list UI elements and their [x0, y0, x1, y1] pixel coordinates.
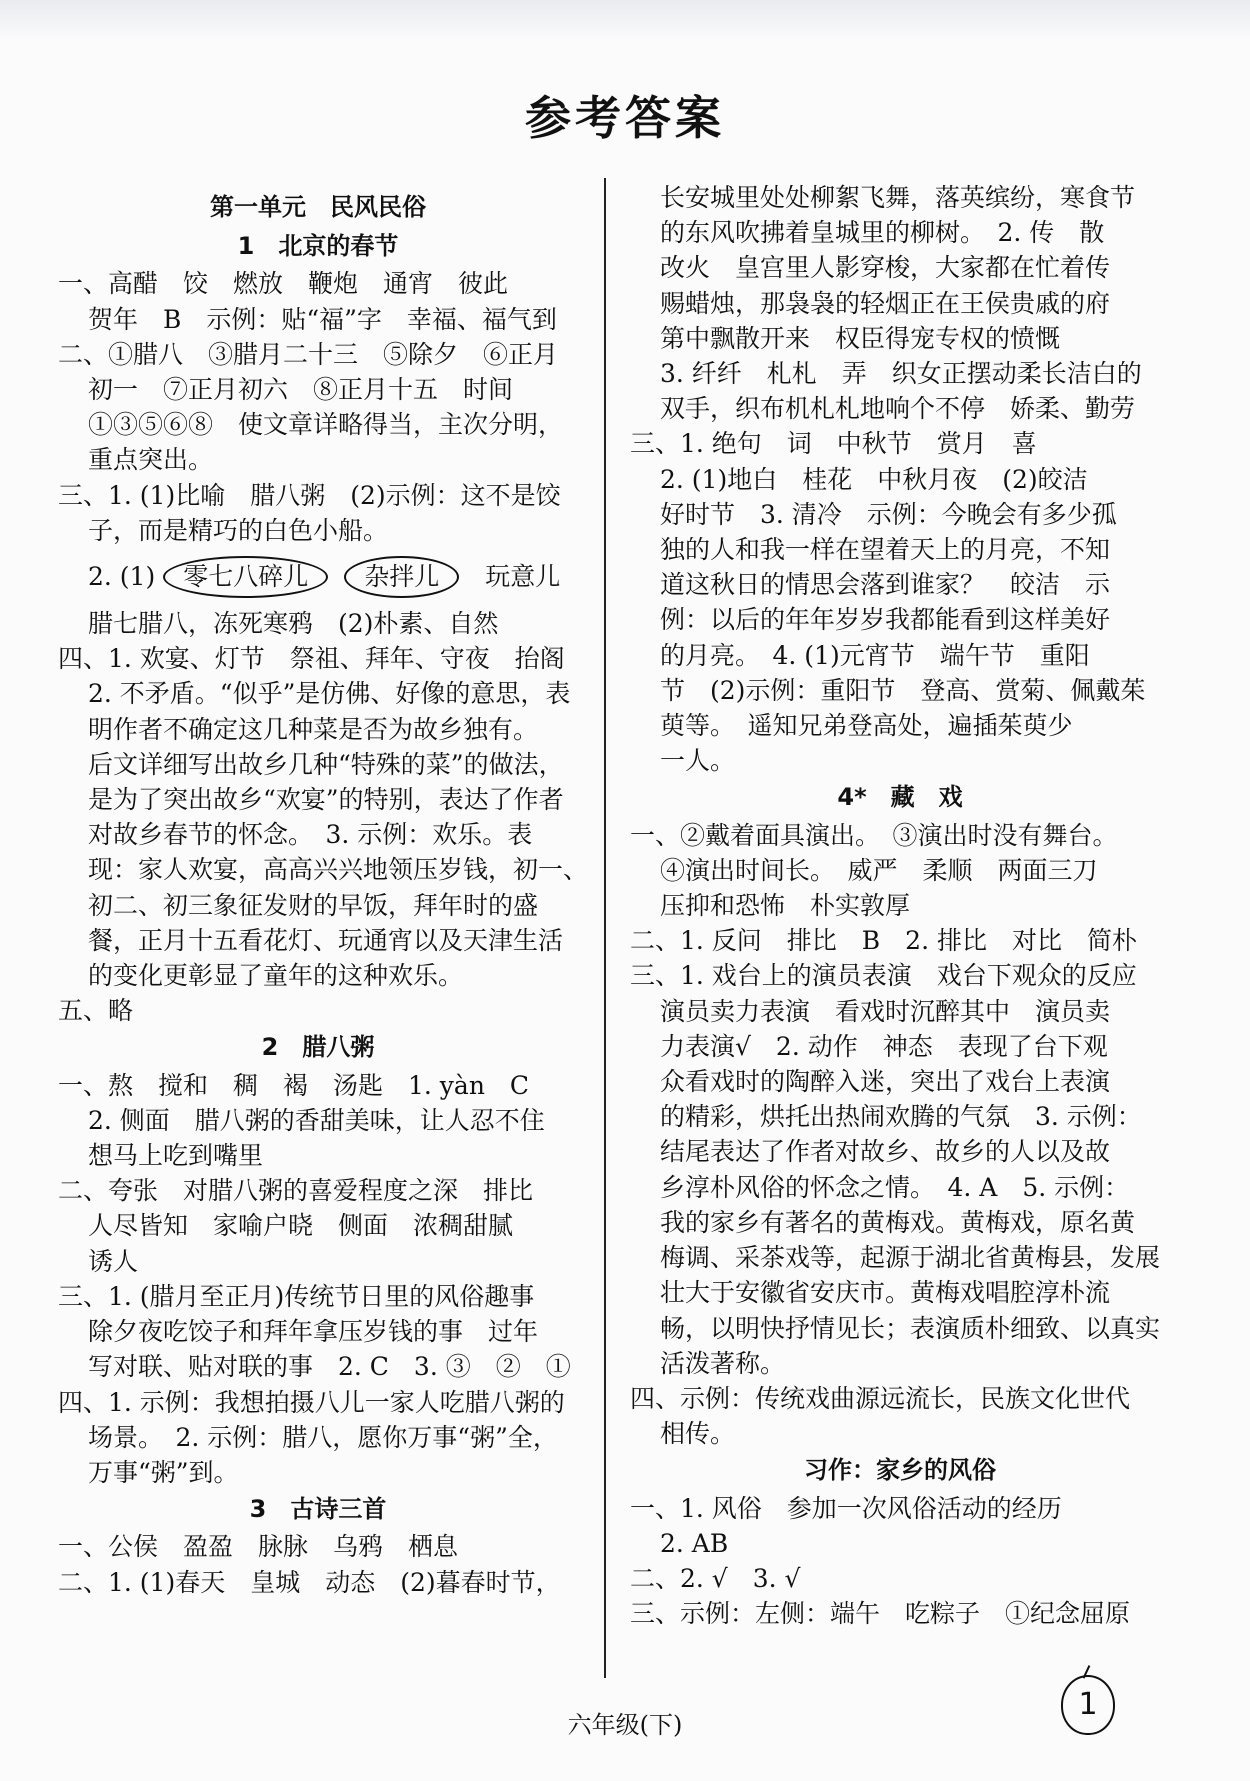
answer-line: 压抑和恐怖 朴实敦厚	[660, 891, 911, 921]
answer-line: 想马上吃到嘴里	[88, 1141, 264, 1171]
answer-line: 诱人	[88, 1246, 139, 1276]
answer-line: 对故乡春节的怀念。 3. 示例：欢乐。表	[88, 820, 533, 850]
answer-line: 独的人和我一样在望着天上的月亮，不知	[660, 535, 1111, 565]
answer-line: 二、1. (1)春天 皇城 动态 (2)暮春时节，	[58, 1567, 561, 1597]
answer-line: 场景。 2. 示例：腊八，愿你万事“粥”全，	[88, 1422, 558, 1452]
right-column	[630, 180, 1170, 1631]
answer-line: 好时节 3. 清冷 示例：今晚会有多少孤	[660, 499, 1117, 529]
answer-line: 二、夸张 对腊八粥的喜爱程度之深 排比	[58, 1176, 534, 1206]
answer-line: 一人。	[660, 746, 736, 776]
answer-line: 四、示例：传统戏曲源远流长，民族文化世代	[630, 1383, 1131, 1413]
left-column	[58, 188, 589, 1600]
page-title: 参考答案	[525, 91, 725, 145]
answer-line: 二、1. 反问 排比 B 2. 排比 对比 简朴	[630, 926, 1137, 956]
answer-line: 万事“粥”到。	[88, 1457, 239, 1487]
answer-line: 的精彩，烘托出热闹欢腾的气氛 3. 示例：	[660, 1102, 1142, 1132]
grade-footer: 六年级(下)	[567, 1711, 683, 1739]
answer-line: 餐，正月十五看花灯、玩通宵以及天津生活	[88, 925, 564, 955]
section-heading: 1 北京的春节	[237, 232, 399, 261]
answer-line: 五、略	[58, 996, 134, 1026]
answer-line: 双手，织布机札札地响个不停 娇柔、勤劳	[660, 394, 1136, 424]
answer-line: 乡淳朴风俗的怀念之情。 4. A 5. 示例：	[660, 1172, 1130, 1202]
answer-line: 2. AB	[660, 1528, 729, 1558]
section-heading: 2 腊八粥	[261, 1033, 375, 1062]
page-number: 1	[1061, 1675, 1115, 1735]
answer-line: 一、高醋 饺 燃放 鞭炮 通宵 彼此	[58, 269, 509, 299]
answer-line: 壮大于安徽省安庆市。黄梅戏唱腔淳朴流	[660, 1278, 1111, 1308]
answer-line: 初二、初三象征发财的早饭，拜年时的盛	[88, 890, 539, 920]
answer-line: 一、②戴着面具演出。 ③演出时没有舞台。	[630, 820, 1118, 850]
answer-line: 3. 纤纤 札札 弄 织女正摆动柔长洁白的	[660, 359, 1142, 389]
answer-line: 写对联、贴对联的事 2. C 3. ③ ② ①	[88, 1352, 571, 1382]
answer-line: 三、1. (1)比喻 腊八粥 (2)示例：这不是饺	[58, 480, 561, 510]
answer-line: 畅，以明快抒情见长；表演质朴细致、以真实	[660, 1313, 1161, 1343]
answer-line: 三、1. 戏台上的演员表演 戏台下观众的反应	[630, 961, 1137, 991]
answer-line: 2. 侧面 腊八粥的香甜美味，让人忍不住	[88, 1105, 545, 1135]
answer-line: 我的家乡有著名的黄梅戏。黄梅戏，原名黄	[660, 1207, 1136, 1237]
answer-line: 道这秋日的情思会落到谁家？ 皎洁 示	[660, 570, 1111, 600]
answer-line: 是为了突出故乡“欢宴”的特别，表达了作者	[88, 785, 564, 815]
answer-line: 2. (1)地白 桂花 中秋月夜 (2)皎洁	[660, 464, 1088, 494]
circled-answer-line	[58, 548, 578, 606]
column-divider	[604, 178, 606, 1678]
answer-line: 三、示例：左侧：端午 吃粽子 ①纪念屈原	[630, 1599, 1131, 1629]
answer-line: ①③⑤⑥⑧ 使文章详略得当，主次分明，	[88, 410, 564, 440]
answer-text: 玩意儿	[485, 562, 561, 592]
answer-line: 长安城里处处柳絮飞舞，落英缤纷，寒食节	[660, 183, 1136, 212]
section-heading: 3 古诗三首	[249, 1495, 387, 1524]
circled-answer: 杂拌儿	[344, 556, 459, 598]
answer-line: 除夕夜吃饺子和拜年拿压岁钱的事 过年	[88, 1317, 539, 1347]
answer-line: 初一 ⑦正月初六 ⑧正月十五 时间	[88, 375, 514, 405]
unit-heading: 第一单元 民风民俗	[210, 193, 426, 221]
answer-line: 演员卖力表演 看戏时沉醉其中 演员卖	[660, 996, 1111, 1026]
section-heading: 习作：家乡的风俗	[804, 1456, 996, 1485]
answer-line: 二、2. √ 3. √	[630, 1563, 801, 1593]
answer-line: 腊七腊八，冻死寒鸦 (2)朴素、自然	[88, 609, 499, 639]
answer-line: 现：家人欢宴，高高兴兴地领压岁钱，初一、	[88, 855, 589, 885]
answer-line: 的月亮。 4. (1)元宵节 端午节 重阳	[660, 640, 1090, 670]
answer-line: 梅调、采茶戏等，起源于湖北省黄梅县，发展	[660, 1243, 1161, 1273]
answer-line: 重点突出。	[88, 445, 214, 475]
answer-line: 后文详细写出故乡几种“特殊的菜”的做法，	[88, 749, 564, 779]
answer-line: 人尽皆知 家喻户晓 侧面 浓稠甜腻	[88, 1211, 514, 1241]
answer-line: 四、1. 欢宴、灯节 祭祖、拜年、守夜 抬阁	[58, 644, 565, 674]
answer-line: 改火 皇宫里人影穿梭，大家都在忙着传	[660, 253, 1111, 283]
top-edge	[0, 0, 1250, 40]
answer-line: 第中飘散开来 权臣得宠专权的愤慨	[660, 323, 1061, 353]
answer-line: 明作者不确定这几种菜是否为故乡独有。	[88, 714, 539, 744]
circled-answer: 零七八碎儿	[163, 556, 328, 598]
answer-text: 2. (1)	[88, 562, 156, 592]
answer-line: 例：以后的年年岁岁我都能看到这样美好	[660, 605, 1111, 635]
answer-line: 的东风吹拂着皇城里的柳树。 2. 传 散	[660, 218, 1105, 248]
answer-line: 一、公侯 盈盈 脉脉 乌鸦 栖息	[58, 1532, 459, 1562]
answer-line: 的变化更彰显了童年的这种欢乐。	[88, 961, 464, 991]
answer-line: 一、1. 风俗 参加一次风俗活动的经历	[630, 1493, 1062, 1523]
answer-line: 子，而是精巧的白色小船。	[88, 515, 389, 545]
answer-line: 活泼著称。	[660, 1348, 786, 1378]
answer-line: 四、1. 示例：我想拍摄八儿一家人吃腊八粥的	[58, 1387, 565, 1417]
answer-line: 三、1. (腊月至正月)传统节日里的风俗趣事	[58, 1281, 535, 1311]
answer-line: 赐蜡烛，那袅袅的轻烟正在王侯贵戚的府	[660, 288, 1111, 318]
answer-line: 萸等。 遥知兄弟登高处，遍插茱萸少	[660, 711, 1073, 741]
answer-line: 2. 不矛盾。“似乎”是仿佛、好像的意思，表	[88, 679, 571, 709]
section-heading: 4* 藏 戏	[837, 783, 963, 812]
answer-line: 贺年 B 示例：贴“福”字 幸福、福气到	[88, 304, 557, 334]
answer-line: 结尾表达了作者对故乡、故乡的人以及故	[660, 1137, 1111, 1167]
answer-line: ④演出时间长。 威严 柔顺 两面三刀	[660, 855, 1098, 885]
answer-line: 相传。	[660, 1419, 736, 1449]
answer-line: 节 (2)示例：重阳节 登高、赏菊、佩戴茱	[660, 675, 1146, 705]
answer-line: 一、熬 搅和 稠 褐 汤匙 1. yàn C	[58, 1070, 530, 1100]
answer-line: 力表演√ 2. 动作 神态 表现了台下观	[660, 1031, 1108, 1061]
answer-line: 二、①腊八 ③腊月二十三 ⑤除夕 ⑥正月	[58, 339, 559, 369]
answer-line: 众看戏时的陶醉入迷，突出了戏台上表演	[660, 1067, 1111, 1097]
answer-line: 三、1. 绝句 词 中秋节 赏月 喜	[630, 429, 1037, 459]
